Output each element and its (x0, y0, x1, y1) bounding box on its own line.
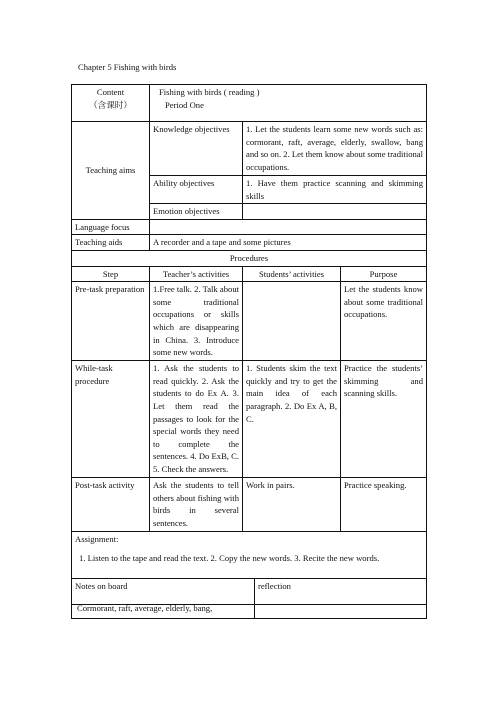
col-purpose: Purpose (341, 266, 427, 282)
col-step: Step (72, 266, 150, 282)
period: Period One (165, 99, 204, 110)
purpose: Practice the students’ skimming and scanning skills. (341, 361, 427, 478)
teacher-activities: Ask the students to tell others about fishing with birds in several sentences. (150, 478, 243, 531)
procedures-row (72, 250, 427, 266)
notes-label: Notes on board (75, 581, 128, 591)
col-teacher: Teacher’s activities (150, 266, 243, 282)
aims-row-knowledge (72, 122, 427, 176)
language-focus-row (72, 219, 427, 235)
teaching-aids-label: Teaching aids (72, 235, 150, 251)
teaching-aids-row (72, 235, 427, 251)
purpose: Practice speaking. (341, 478, 427, 531)
purpose: Let the students know about some traditional occupations. (341, 282, 427, 361)
step-row-post-task (72, 478, 427, 531)
knowledge-objectives-text: 1. Let the students learn some new words such as: cormorant, raft, average, elderly, swallow, bang and so on. 2. Let them know about some traditional occupations. (243, 122, 427, 176)
content-note: （含课时） (89, 99, 132, 110)
ability-objectives-text: 1. Have them practice scanning and skimming skills (243, 176, 427, 204)
teaching-aims-label: Teaching aims (72, 122, 150, 220)
language-focus-value (150, 219, 427, 235)
notes-cell (72, 579, 255, 619)
teacher-activities: 1.Free talk. 2. Talk about some traditional occupations or skills which are disappearing in China. 3. Introduce some new words. (150, 282, 243, 361)
emotion-objectives-label: Emotion objectives (150, 204, 243, 220)
content-cell (72, 85, 150, 122)
teaching-aids-value: A recorder and a tape and some pictures (150, 235, 427, 251)
columns-row (72, 266, 427, 282)
assignment-label: Assignment: (75, 533, 119, 544)
knowledge-objectives-label: Knowledge objectives (150, 122, 243, 176)
teacher-activities: 1. Ask the students to read quickly. 2. Ask the students to do Ex A. 3. Let them read the passages to look for the special words they need to complete the sentences. 4. Do ExB, C. 5. Check the answers. (150, 361, 243, 478)
col-students: Students’ activities (243, 266, 341, 282)
chapter-title: Chapter 5 Fishing with birds (78, 62, 177, 72)
students-activities: Work in pairs. (243, 478, 341, 531)
language-focus-label: Language focus (72, 219, 150, 235)
notes-table (71, 578, 427, 619)
lesson-title: Fishing with birds ( reading ) (159, 87, 260, 97)
content-label: Content (96, 87, 125, 97)
students-activities: 1. Students skim the text quickly and try to get the main idea of each paragraph. 2. Do Ex A, B, C. (243, 361, 341, 478)
notes-row (72, 579, 427, 619)
assignment-text: 1. Listen to the tape and read the text. 2. Copy the new words. 3. Recite the new words. (79, 553, 380, 564)
step-name: Pre-task preparation (72, 282, 150, 361)
emotion-objectives-text (243, 204, 427, 220)
reflection-label: reflection (258, 581, 291, 591)
step-name: Post-task activity (72, 478, 150, 531)
ability-objectives-label: Ability objectives (150, 176, 243, 204)
lesson-plan-table (71, 84, 427, 605)
lesson-cell (150, 85, 427, 122)
step-row-pre-task (72, 282, 427, 361)
step-name: While-task procedure (72, 361, 150, 478)
step-row-while-task (72, 361, 427, 478)
header-row (72, 85, 427, 122)
reflection-cell (255, 579, 427, 619)
students-activities (243, 282, 341, 361)
notes-text: Cormorant, raft, average, elderly, bang, (77, 602, 213, 613)
procedures-title: Procedures (72, 250, 427, 266)
